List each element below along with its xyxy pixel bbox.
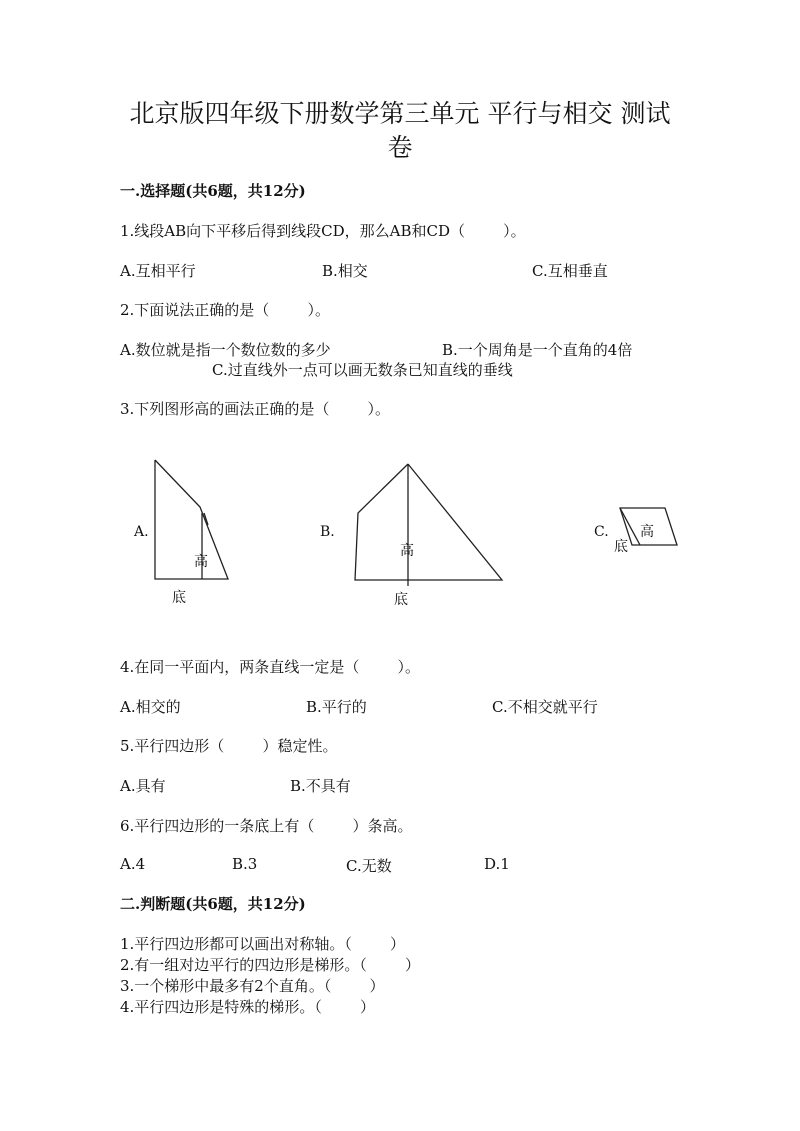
- q1-option-c: C.互相垂直: [532, 262, 608, 280]
- figure-b-base-label: 底: [394, 592, 408, 608]
- figure-b-label: B.: [320, 524, 335, 540]
- q2-option-a: A.数位就是指一个数位数的多少: [120, 341, 331, 359]
- q2-option-c: C.过直线外一点可以画无数条已知直线的垂线: [212, 361, 513, 379]
- figure-c-label: C.: [594, 524, 609, 540]
- section-judge-heading: 二.判断题(共6题，共12分): [120, 895, 306, 913]
- question-2: 2.下面说法正确的是（ ）。: [120, 301, 330, 319]
- q4-option-b: B.平行的: [306, 698, 367, 716]
- q6-option-d: D.1: [484, 855, 510, 873]
- q6-option-c: C.无数: [346, 857, 392, 875]
- figure-c-base-label: 底: [614, 539, 628, 555]
- figure-a-base-label: 底: [172, 590, 186, 606]
- judge-item-4: 4.平行四边形是特殊的梯形。（ ）: [120, 998, 375, 1016]
- judge-item-3: 3.一个梯形中最多有2个直角。（ ）: [120, 977, 385, 995]
- q2-option-b: B.一个周角是一个直角的4倍: [442, 341, 633, 359]
- q5-option-b: B.不具有: [290, 777, 351, 795]
- q4-option-a: A.相交的: [120, 698, 181, 716]
- q1-option-a: A.互相平行: [120, 262, 196, 280]
- figure-a-height-label: 高: [194, 554, 208, 570]
- q4-option-c: C.不相交就平行: [492, 698, 598, 716]
- question-6: 6.平行四边形的一条底上有（ ）条高。: [120, 817, 413, 835]
- question-5: 5.平行四边形（ ）稳定性。: [120, 737, 338, 755]
- q6-option-b: B.3: [232, 855, 258, 873]
- q1-option-b: B.相交: [322, 262, 368, 280]
- page-title-continued: 卷: [387, 133, 413, 162]
- figure-b-height-label: 高: [400, 543, 414, 559]
- figure-b: [350, 460, 510, 588]
- q5-option-a: A.具有: [120, 777, 166, 795]
- judge-item-1: 1.平行四边形都可以画出对称轴。（ ）: [120, 935, 405, 953]
- question-1: 1.线段AB向下平移后得到线段CD，那么AB和CD（ ）。: [120, 222, 526, 240]
- question-3: 3.下列图形高的画法正确的是（ ）。: [120, 400, 390, 418]
- page-title: 北京版四年级下册数学第三单元 平行与相交 测试: [129, 99, 671, 128]
- q6-option-a: A.4: [120, 855, 146, 873]
- figure-a-label: A.: [134, 524, 149, 540]
- question-4: 4.在同一平面内，两条直线一定是（ ）。: [120, 658, 420, 676]
- figure-c-height-label: 高: [640, 524, 654, 540]
- judge-item-2: 2.有一组对边平行的四边形是梯形。（ ）: [120, 956, 420, 974]
- section-choice-heading: 一.选择题(共6题，共12分): [120, 182, 306, 200]
